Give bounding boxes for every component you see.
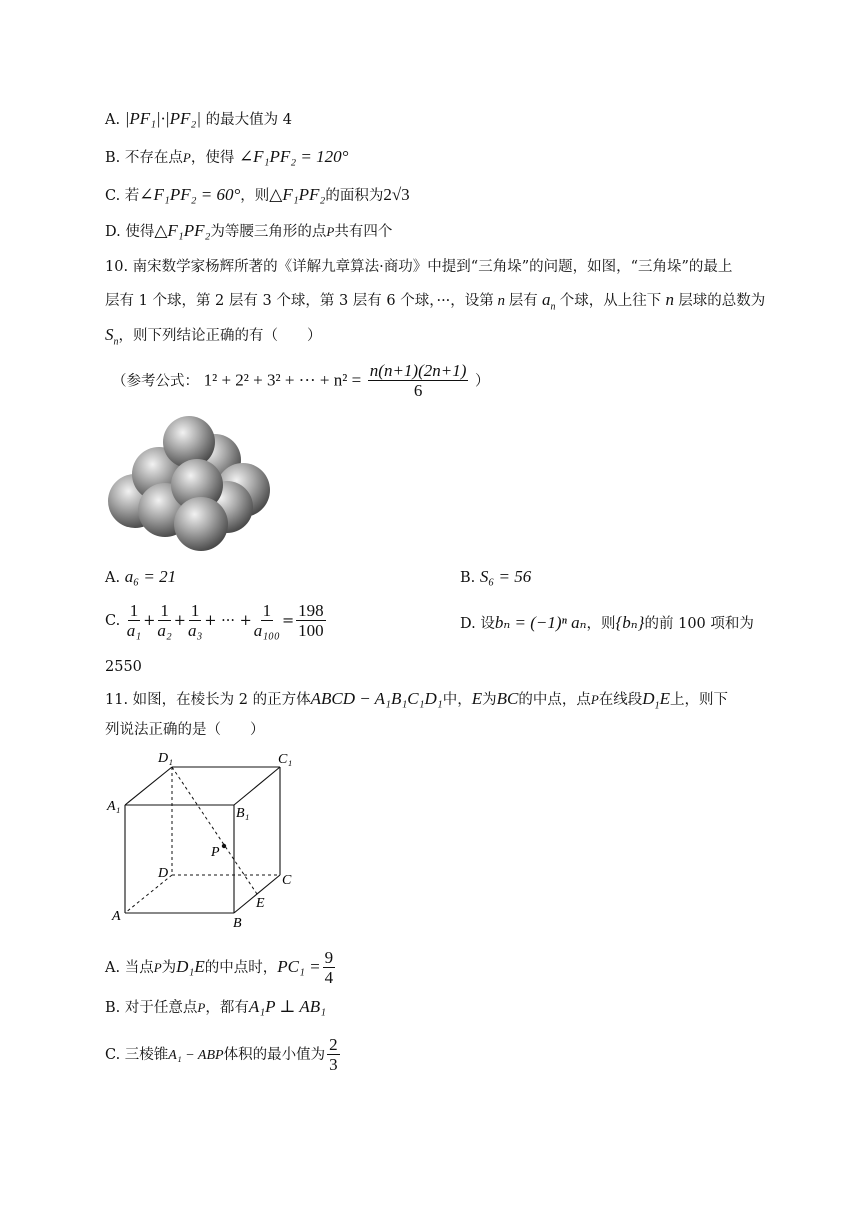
q10-option-c: C. $\frac{1}{\text{a₁}}$ + $\frac{1}{\text{a₂}}$ + $\frac{1}{\text{a₃}}$ + ··· + $\frac{1}{\text{a₁₀₀}}$ = $\frac{198}{100}$ <box>105 600 324 640</box>
stem-text: 层球的总数为 <box>678 293 766 309</box>
fraction-numerator: 198 <box>298 600 324 620</box>
fraction-denominator: a₂ <box>157 620 172 640</box>
stem-text: 的中点，点 <box>518 692 591 708</box>
option-prefix: D. <box>460 616 476 632</box>
option-text: 若 <box>124 188 140 204</box>
fraction-denominator: a₁ <box>126 620 142 640</box>
q9-option-a <box>105 108 292 131</box>
q10-reference-formula <box>112 362 489 401</box>
q10-stem-line2: 层有 1 个球，第 2 层有 3 个球，第 3 层有 6 个球，···，设第 n 层有 $a_n$ 个球，从上往下 n 层球的总数为 <box>105 290 766 313</box>
sphere-pyramid-figure <box>103 412 275 554</box>
option-prefix: B. <box>460 570 476 586</box>
q9-option-d: D. 使得△F₁PF₂为等腰三角形的点P共有四个 <box>105 221 393 240</box>
fraction-numerator: 2 <box>329 1034 338 1054</box>
option-prefix: A. <box>105 960 121 976</box>
label-C: C <box>282 873 292 888</box>
option-text: 共有四个 <box>334 224 393 240</box>
math-expr: ∠F₁PF₂ = 60° <box>139 185 241 204</box>
formula-numerator: n(n+1)(2n+1) <box>369 361 467 380</box>
option-text: 当点 <box>124 960 154 976</box>
fraction-numerator: 1 <box>262 600 272 620</box>
option-text: 使得 <box>125 224 155 240</box>
cube-figure <box>100 745 310 935</box>
label-D: D <box>158 866 169 881</box>
label-B1: B₁ <box>236 806 250 821</box>
q10-option-d <box>460 612 754 635</box>
formula-suffix: ） <box>474 373 490 390</box>
option-text: 不存在点 <box>124 150 183 166</box>
stem-text: 在线段 <box>598 692 643 708</box>
stem-text: 层有 <box>508 293 538 309</box>
fraction-denominator: 3 <box>329 1054 338 1074</box>
option-text: 体积的最小值为 <box>223 1047 326 1063</box>
q11-option-a: A. 当点P为D₁E的中点时，PC₁ = $\frac{9}{4}$ <box>105 947 334 987</box>
math-expr: PC₁ = <box>277 957 321 976</box>
option-prefix: B. <box>105 150 121 166</box>
option-prefix: D. <box>105 224 121 240</box>
math-expr: ∠F₁PF₂ = 120° <box>238 147 349 166</box>
fraction-denominator: a₁₀₀ <box>253 620 280 640</box>
option-prefix: B. <box>105 1000 121 1016</box>
option-text: 的中点时， <box>204 960 278 976</box>
math-expr: 2√3 <box>383 185 410 204</box>
q10-option-b <box>460 566 531 589</box>
stem-text: 个球，从上往下 <box>559 293 662 309</box>
option-prefix: C. <box>105 1047 121 1063</box>
edge-C1B1 <box>234 767 280 805</box>
option-text: ，则 <box>586 616 616 632</box>
math-expr: ABCD − A₁B₁C₁D₁ <box>310 689 443 708</box>
math-expr: bₙ = (−1)ⁿ aₙ <box>494 613 587 632</box>
option-text: 为 <box>161 960 177 976</box>
q10-stem-line3: $S_n$，则下列结论正确的有（ ） <box>105 325 322 348</box>
label-A: A <box>112 909 121 924</box>
fraction-numerator: 9 <box>324 947 334 967</box>
option-text: 对于任意点 <box>124 1000 198 1016</box>
label-P: P <box>211 845 220 860</box>
fraction-numerator: 1 <box>129 600 139 620</box>
stem-text: 为 <box>482 692 497 708</box>
option-text: 的前 100 项和为 <box>644 616 754 632</box>
q11-stem-line2: 列说法正确的是（ ） <box>105 722 265 738</box>
math-expr: D₁E <box>176 957 205 976</box>
stem-text: 中， <box>442 692 472 708</box>
fraction-numerator: 1 <box>190 600 200 620</box>
edge-A1D1 <box>125 767 172 805</box>
fraction-denominator: 100 <box>298 620 324 640</box>
math-expr: S₆ = 56 <box>479 567 532 586</box>
label-B: B <box>233 916 242 931</box>
option-text: ，使得 <box>190 150 235 166</box>
q11-option-b: B. 对于任意点P，都有A₁P ⊥ AB₁ <box>105 997 327 1016</box>
stem-text: 11. 如图，在棱长为 2 的正方体 <box>105 692 311 708</box>
math-expr: △F₁PF₂ <box>154 221 211 240</box>
option-text: 的面积为 <box>325 188 384 204</box>
math-expr: {bₙ} <box>615 613 645 632</box>
option-prefix: C. <box>105 613 121 629</box>
fraction-denominator: a₃ <box>187 620 203 640</box>
math-expr: |PF₁|·|PF₂| <box>124 109 202 128</box>
label-D1: D₁ <box>158 751 173 766</box>
option-prefix: A. <box>105 112 121 128</box>
math-expr: A₁P ⊥ AB₁ <box>248 997 327 1016</box>
q9-option-b: B. 不存在点P，使得 ∠F₁PF₂ = 120° <box>105 147 349 166</box>
formula-denominator: 6 <box>413 381 423 400</box>
q9-option-c <box>105 184 410 207</box>
q10-option-a <box>105 566 176 589</box>
formula-prefix: （参考公式： <box>112 373 199 390</box>
stem-text: 上，则下 <box>669 692 728 708</box>
option-prefix: A. <box>105 570 121 586</box>
math-expr: △F₁PF₂ <box>269 185 326 204</box>
math-expr: a₆ = 21 <box>124 567 177 586</box>
q11-option-c <box>105 1032 342 1079</box>
formula-lhs: 1² + 2² + 3² + ··· + n² = <box>203 370 362 390</box>
q10-stem-line1: 10. 南宋数学家杨辉所著的《详解九章算法·商功》中提到“三角垛”的问题，如图，“三角垛”的最上 <box>105 259 733 275</box>
label-A1: A₁ <box>107 799 121 814</box>
option-prefix: C. <box>105 188 121 204</box>
stem-text: ，则下列结论正确的有（ ） <box>118 328 322 344</box>
sphere <box>163 416 215 468</box>
sphere <box>174 497 228 551</box>
option-text: ，则 <box>240 188 270 204</box>
math-expr: A₁ − ABP <box>168 1048 224 1063</box>
option-text: 三棱锥 <box>124 1047 169 1063</box>
formula-fraction <box>368 362 469 401</box>
q10-option-d-continued: 2550 <box>105 659 142 675</box>
option-text: 设 <box>480 616 495 632</box>
stem-text: 层有 1 个球，第 2 层有 3 个球，第 3 层有 6 个球，···，设第 <box>105 293 494 309</box>
fraction-numerator: 1 <box>160 600 169 620</box>
option-text: ，都有 <box>205 1000 249 1016</box>
fraction-denominator: 4 <box>324 967 334 987</box>
option-text: 的最大值为 4 <box>205 112 292 128</box>
option-text: 为等腰三角形的点 <box>210 224 327 240</box>
label-C1: C₁ <box>278 752 293 767</box>
label-E: E <box>256 896 265 911</box>
q11-stem-line1: 11. 如图，在棱长为 2 的正方体ABCD − A₁B₁C₁D₁中，E为BC的中点，点P在线段$D_1E$上，则下 <box>105 689 728 712</box>
point-P <box>222 844 226 848</box>
